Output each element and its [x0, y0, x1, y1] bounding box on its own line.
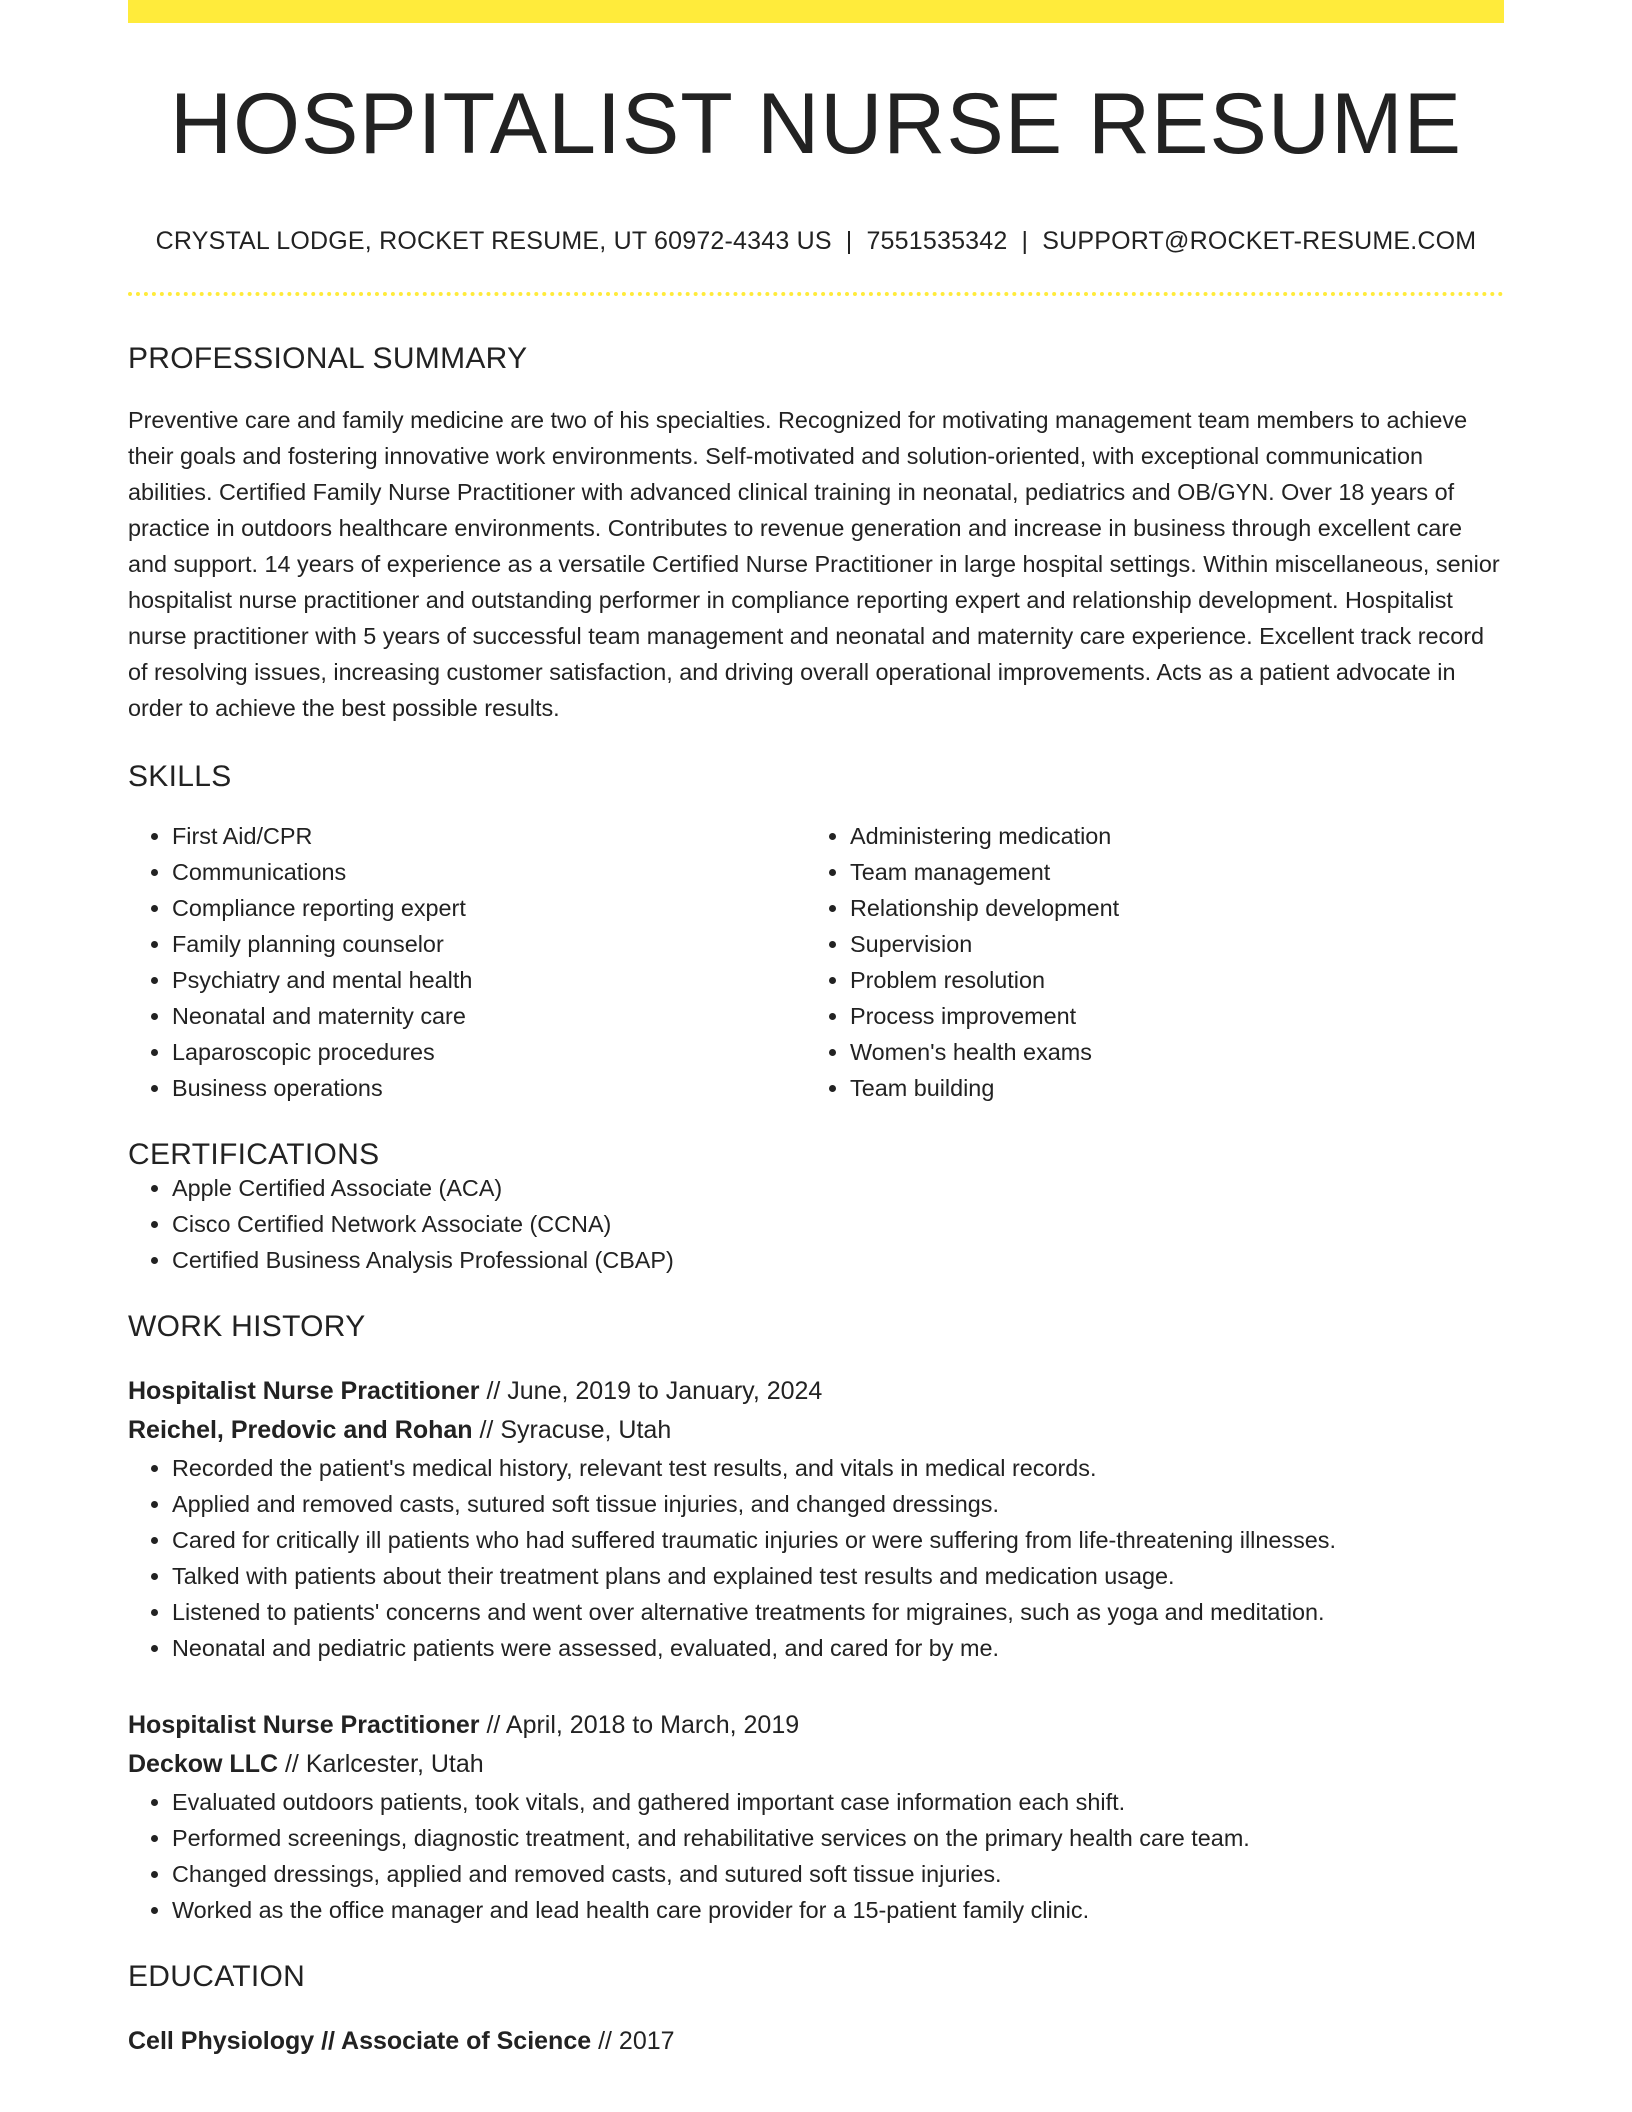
- job-title-line: [128, 1706, 1504, 1745]
- job-location: // Karlcester, Utah: [284, 1750, 484, 1778]
- summary-text: Preventive care and family medicine are two of his specialties. Recognized for motivating management team members to achieve their goals and fostering innovative work environments. Self-motivated and solution-oriented, with exceptional communication abilities. Certified Family Nurse Practitioner with advanced clinical training in neonatal, pediatrics and OB/GYN. Over 18 years of practice in outdoors healthcare environments. Contributes to revenue generation and increase in business through excellent care and support. 14 years of experience as a versatile Certified Nurse Practitioner in large hospital settings. Within miscellaneous, senior hospitalist nurse practitioner and outstanding performer in compliance reporting expert and relationship development. Hospitalist nurse practitioner with 5 years of successful team management and neonatal and maternity care experience. Excellent track record of resolving issues, increasing customer satisfaction, and driving overall operational improvements. Acts as a patient advocate in order to achieve the best possible results.: [128, 407, 1500, 721]
- education-year: // 2017: [598, 2027, 675, 2055]
- resume-title: HOSPITALIST NURSE RESUME: [170, 76, 1462, 172]
- skills-list-right: [806, 818, 1484, 1106]
- job-duty: • Applied and removed casts, sutured soft tissue injuries, and changed dressings.: [172, 1486, 1504, 1522]
- job-duties-list: [128, 1784, 1504, 1928]
- job-company: Deckow LLC: [128, 1750, 279, 1778]
- skill-item: • First Aid/CPR: [172, 818, 806, 854]
- job-duty: • Listened to patients' concerns and went over alternative treatments for migraines, such as yoga and meditation.: [172, 1594, 1504, 1630]
- skill-item: • Relationship development: [850, 890, 1484, 926]
- contact-separator: |: [1021, 227, 1029, 255]
- education-heading: EDUCATION: [128, 1960, 306, 1993]
- job-company-line: [128, 1411, 1504, 1450]
- job-duty: • Neonatal and pediatric patients were assessed, evaluated, and cared for by me.: [172, 1630, 1504, 1666]
- header-divider: [128, 292, 1504, 296]
- skill-item: • Team building: [850, 1070, 1484, 1106]
- summary-heading: PROFESSIONAL SUMMARY: [128, 342, 528, 375]
- certifications-heading: CERTIFICATIONS: [128, 1138, 380, 1171]
- education-entry: [128, 2022, 1504, 2061]
- job-location: // Syracuse, Utah: [479, 1416, 672, 1444]
- job-duty: • Performed screenings, diagnostic treatment, and rehabilitative services on the primary health care team.: [172, 1820, 1504, 1856]
- job-dates: // June, 2019 to January, 2024: [486, 1377, 823, 1405]
- certification-item: • Apple Certified Associate (ACA): [172, 1170, 1504, 1206]
- certification-item: • Cisco Certified Network Associate (CCNA): [172, 1206, 1504, 1242]
- contact-separator: |: [845, 227, 853, 255]
- job-duty: • Cared for critically ill patients who had suffered traumatic injuries or were suffering from life-threatening illnesses.: [172, 1522, 1504, 1558]
- certifications-list: [128, 1170, 1504, 1278]
- skill-item: • Women's health exams: [850, 1034, 1484, 1070]
- job-duty: • Talked with patients about their treatment plans and explained test results and medication usage.: [172, 1558, 1504, 1594]
- contact-line: [128, 229, 1504, 254]
- accent-bar: [128, 0, 1504, 23]
- skill-item: • Compliance reporting expert: [172, 890, 806, 926]
- contact-email: SUPPORT@ROCKET-RESUME.COM: [1042, 227, 1477, 255]
- skills-column-right: [806, 818, 1484, 1106]
- resume-page: [128, 0, 1504, 2061]
- skill-item: • Problem resolution: [850, 962, 1484, 998]
- job-dates: // April, 2018 to March, 2019: [486, 1711, 800, 1739]
- job-entry: [128, 1372, 1504, 1666]
- skill-item: • Administering medication: [850, 818, 1484, 854]
- skills-heading: SKILLS: [128, 760, 232, 793]
- skills-columns: [128, 818, 1504, 1106]
- work-history-heading: WORK HISTORY: [128, 1310, 366, 1343]
- job-entry: [128, 1706, 1504, 1928]
- skill-item: • Psychiatry and mental health: [172, 962, 806, 998]
- skill-item: • Business operations: [172, 1070, 806, 1106]
- skills-list-left: [128, 818, 806, 1106]
- job-duties-list: [128, 1450, 1504, 1666]
- contact-address: CRYSTAL LODGE, ROCKET RESUME, UT 60972-4343 US: [155, 227, 832, 255]
- skill-item: • Laparoscopic procedures: [172, 1034, 806, 1070]
- skills-column-left: [128, 818, 806, 1106]
- job-title: Hospitalist Nurse Practitioner: [128, 1711, 480, 1739]
- job-company-line: [128, 1745, 1504, 1784]
- job-duty: • Changed dressings, applied and removed casts, and sutured soft tissue injuries.: [172, 1856, 1504, 1892]
- skill-item: • Team management: [850, 854, 1484, 890]
- skill-item: • Supervision: [850, 926, 1484, 962]
- job-title: Hospitalist Nurse Practitioner: [128, 1377, 480, 1405]
- certification-item: • Certified Business Analysis Professional (CBAP): [172, 1242, 1504, 1278]
- skill-item: • Family planning counselor: [172, 926, 806, 962]
- education-degree: Cell Physiology // Associate of Science: [128, 2027, 592, 2055]
- skill-item: • Process improvement: [850, 998, 1484, 1034]
- contact-phone: 7551535342: [866, 227, 1008, 255]
- job-duty: • Evaluated outdoors patients, took vitals, and gathered important case information each shift.: [172, 1784, 1504, 1820]
- job-title-line: [128, 1372, 1504, 1411]
- job-company: Reichel, Predovic and Rohan: [128, 1416, 473, 1444]
- skill-item: • Neonatal and maternity care: [172, 998, 806, 1034]
- job-duty: • Worked as the office manager and lead health care provider for a 15-patient family clinic.: [172, 1892, 1504, 1928]
- skill-item: • Communications: [172, 854, 806, 890]
- job-duty: • Recorded the patient's medical history, relevant test results, and vitals in medical records.: [172, 1450, 1504, 1486]
